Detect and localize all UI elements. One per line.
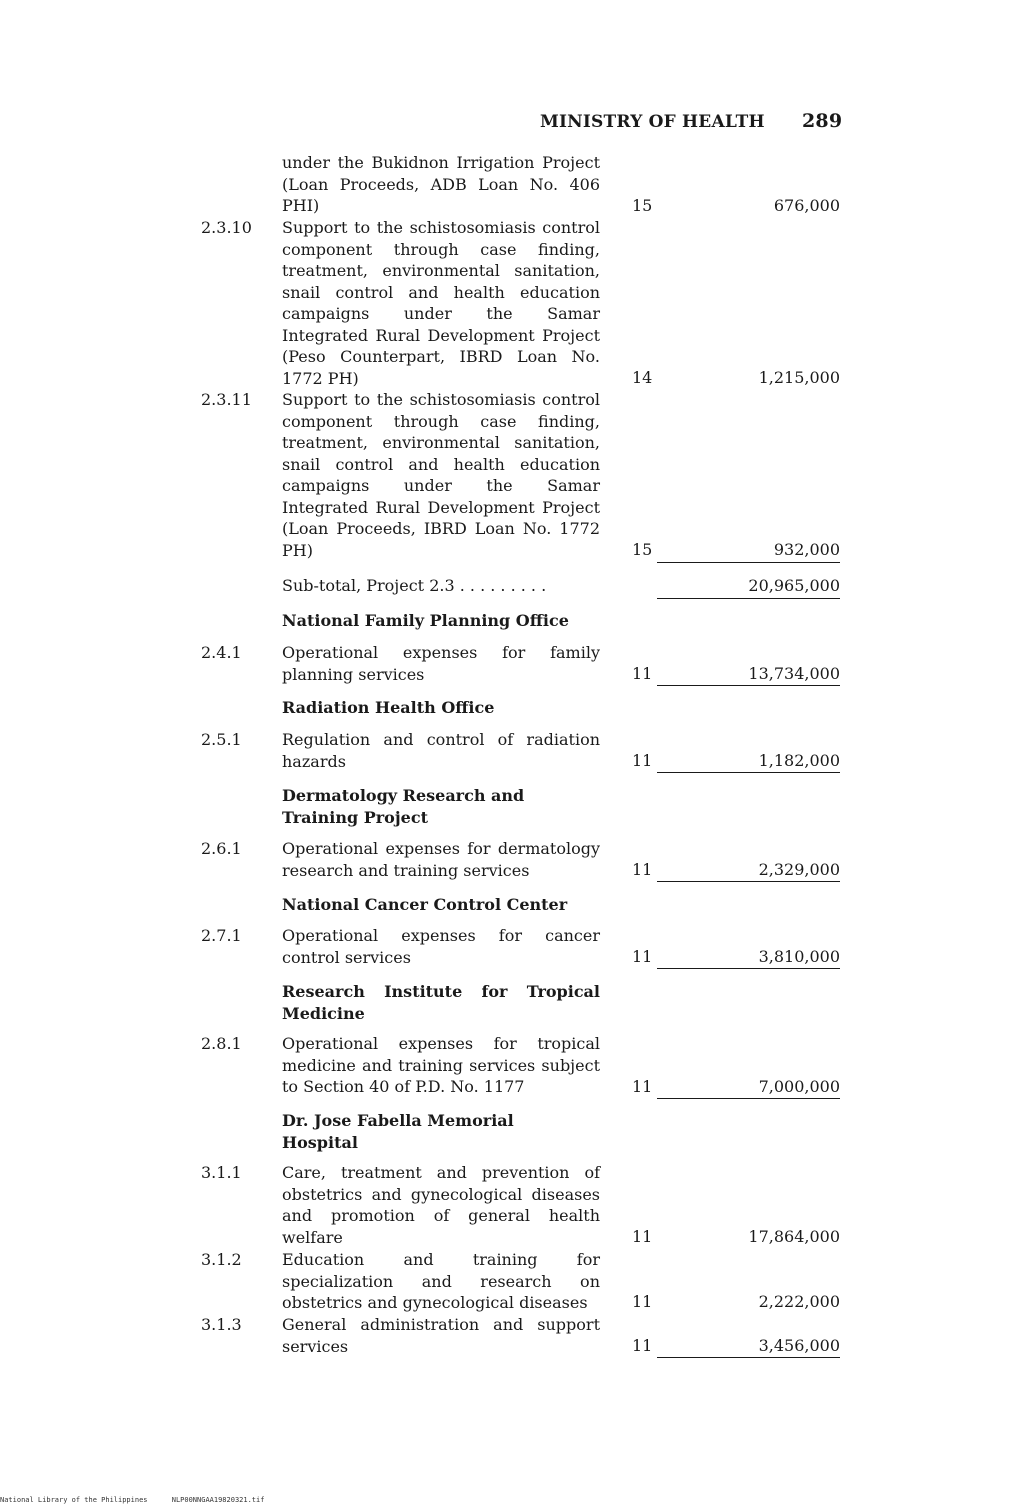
footer-file: NLP00NNGAA19820321.tif xyxy=(171,1496,265,1504)
fund-code: 11 xyxy=(632,1292,653,1311)
fund-code: 11 xyxy=(632,947,653,966)
heading-text: Radiation Health Office xyxy=(282,698,495,717)
underline xyxy=(657,772,840,773)
item-description: Operational expenses for dermatology research and training services xyxy=(282,839,600,880)
item-code: 2.8.1 xyxy=(201,1034,242,1053)
fund-code: 11 xyxy=(632,1077,653,1096)
fund-code: 11 xyxy=(632,1227,653,1246)
amount: 2,222,000 xyxy=(758,1292,840,1311)
amount: 3,810,000 xyxy=(758,947,840,966)
item-description: Operational expenses for tropical medicine and training services subject to Section 40 of P.D. No. 1177 xyxy=(282,1034,600,1096)
ministry-title: MINISTRY OF HEALTH xyxy=(540,112,765,132)
subtotal-amount: 20,965,000 xyxy=(748,576,840,595)
amount: 3,456,000 xyxy=(758,1336,840,1355)
item-description: Support to the schistosomiasis control component through case finding, treatment, environmental sanitation, snail control and health education campaigns under the Samar Integrated Rural Development Project (Loan Proceeds, IBRD Loan No. 1772 PH) xyxy=(282,390,600,560)
item-description: General administration and support services xyxy=(282,1315,600,1356)
item-code: 3.1.2 xyxy=(201,1250,242,1269)
item-code: 2.4.1 xyxy=(201,643,242,662)
fund-code: 11 xyxy=(632,664,653,683)
amount: 13,734,000 xyxy=(748,664,840,683)
amount: 676,000 xyxy=(773,196,840,215)
fund-code: 14 xyxy=(632,368,653,387)
underline xyxy=(657,881,840,882)
amount: 7,000,000 xyxy=(758,1077,840,1096)
item-description: Education and training for specialization and research on obstetrics and gynecological diseases xyxy=(282,1250,600,1312)
item-description: Operational expenses for family planning services xyxy=(282,643,600,684)
item-code: 2.6.1 xyxy=(201,839,242,858)
item-description: under the Bukidnon Irrigation Project (Loan Proceeds, ADB Loan No. 406 PHI) xyxy=(282,153,600,215)
item-code: 2.5.1 xyxy=(201,730,242,749)
heading-text: Research Institute for Tropical Medicine xyxy=(282,982,600,1023)
item-code: 2.3.11 xyxy=(201,390,252,409)
amount: 17,864,000 xyxy=(748,1227,840,1246)
underline xyxy=(657,562,840,563)
fund-code: 11 xyxy=(632,860,653,879)
item-description: Regulation and control of radiation hazards xyxy=(282,730,600,771)
underline xyxy=(657,598,840,599)
subtotal-label: Sub-total, Project 2.3 . . . . . . . . . xyxy=(282,576,547,595)
fund-code: 11 xyxy=(632,751,653,770)
heading-text: National Family Planning Office xyxy=(282,611,569,630)
amount: 2,329,000 xyxy=(758,860,840,879)
item-description: Care, treatment and prevention of obstetrics and gynecological diseases and promotion of general health welfare xyxy=(282,1163,600,1247)
item-description: Support to the schistosomiasis control component through case finding, treatment, environmental sanitation, snail control and health education campaigns under the Samar Integrated Rural Development Project (Peso Counterpart, IBRD Loan No. 1772 PH) xyxy=(282,218,600,388)
page-number: 289 xyxy=(802,110,843,132)
item-description: Operational expenses for cancer control services xyxy=(282,926,600,967)
underline xyxy=(657,1357,840,1358)
fund-code: 15 xyxy=(632,196,653,215)
amount: 1,215,000 xyxy=(758,368,840,387)
footer-library: National Library of the Philippines xyxy=(0,1496,148,1504)
heading-text: Dr. Jose Fabella Memorial Hospital xyxy=(282,1111,514,1152)
underline xyxy=(657,685,840,686)
fund-code: 15 xyxy=(632,540,653,559)
item-code: 2.7.1 xyxy=(201,926,242,945)
scan-footer xyxy=(0,1496,264,1504)
item-code: 2.3.10 xyxy=(201,218,252,237)
fund-code: 11 xyxy=(632,1336,653,1355)
item-code: 3.1.3 xyxy=(201,1315,242,1334)
item-code: 3.1.1 xyxy=(201,1163,242,1182)
heading-text: National Cancer Control Center xyxy=(282,895,568,914)
amount: 1,182,000 xyxy=(758,751,840,770)
underline xyxy=(657,1098,840,1099)
heading-text: Dermatology Research and Training Project xyxy=(282,786,525,827)
underline xyxy=(657,968,840,969)
amount: 932,000 xyxy=(773,540,840,559)
